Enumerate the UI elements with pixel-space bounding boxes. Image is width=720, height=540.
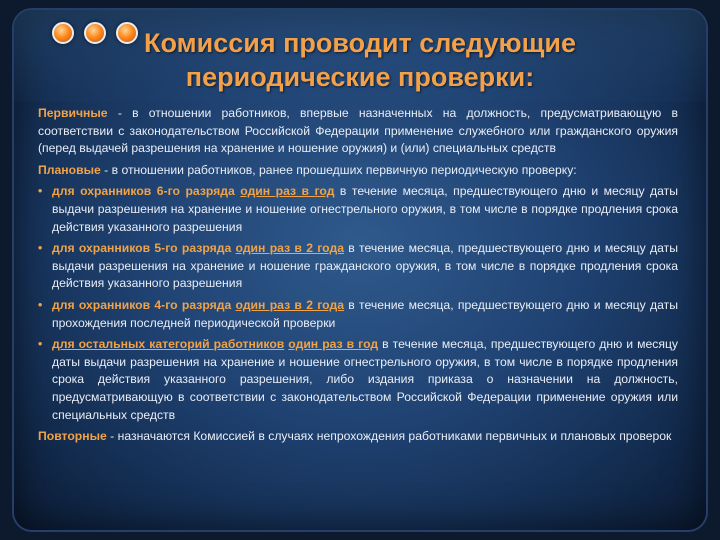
repeat-text: - назначаются Комиссией в случаях непрохождения работниками первичных и плановых проверок <box>106 429 672 444</box>
list-item <box>38 297 678 332</box>
bullet-frequency: один раз в год <box>288 337 379 352</box>
bullet-frequency: один раз в 2 года <box>235 297 344 312</box>
slide-title <box>14 26 706 94</box>
bullet-group: для охранников 6-го разряда <box>52 184 235 199</box>
planned-paragraph <box>38 162 678 180</box>
list-item <box>38 336 678 424</box>
planned-term: Плановые <box>38 162 101 177</box>
repeat-term: Повторные <box>38 429 107 444</box>
title-line-2: периодические проверки: <box>185 62 535 92</box>
bullet-group: для охранников 5-го разряда <box>52 241 232 256</box>
bullet-group: для охранников 4-го разряда <box>52 297 232 312</box>
bullet-icon: • <box>38 241 43 256</box>
bullet-text: в течение месяца, предшествующего дню и месяцу даты выдачи разрешения на хранение и ношение огнестрельного оружия, в том числе в порядке продления срока действия указанного разрешения <box>52 184 678 234</box>
primary-paragraph <box>38 105 678 158</box>
repeat-paragraph <box>38 428 678 446</box>
bullet-text: в течение месяца, предшествующего дню и месяцу даты выдачи разрешения на хранение и ношение огнестрельного оружия, в том числе в порядке продления срока действия указанного разрешения, либо издания приказа о назначении на должность, предусматривающую в соответствии с законодательством Российской Федерации применение оружия или специальных средств <box>52 337 679 422</box>
bullet-group: для остальных категорий работников <box>52 337 285 352</box>
primary-text: - в отношении работников, впервые назначенных на должность, предусматривающую в соответствии с законодательством Российской Федерации применение служебного или гражданского оружия (перед выдачей разрешения на хранение и ношение оружия) и (или) специальных средств <box>38 106 678 156</box>
bullet-text: в течение месяца, предшествующего дню и месяцу даты прохождения последней периодической проверки <box>52 297 678 330</box>
bullet-frequency: один раз в год <box>240 184 335 199</box>
bullet-text: в течение месяца, предшествующего дню и месяцу даты выдачи разрешения на хранение и ношение гражданского оружия, в том числе в порядке продления срока действия указанного разрешения <box>52 241 678 291</box>
bullet-icon: • <box>38 297 43 312</box>
slide-content <box>38 105 678 450</box>
primary-term: Первичные <box>38 106 108 120</box>
list-item <box>38 240 678 293</box>
list-item <box>38 183 678 236</box>
planned-text: - в отношении работников, ранее прошедших первичную периодическую проверку: <box>100 162 577 177</box>
title-line-1: Комиссия проводит следующие <box>144 28 576 58</box>
bullet-icon: • <box>38 184 43 199</box>
bullet-icon: • <box>38 337 43 352</box>
bullet-frequency: один раз в 2 года <box>235 241 344 256</box>
slide-frame <box>14 10 706 530</box>
